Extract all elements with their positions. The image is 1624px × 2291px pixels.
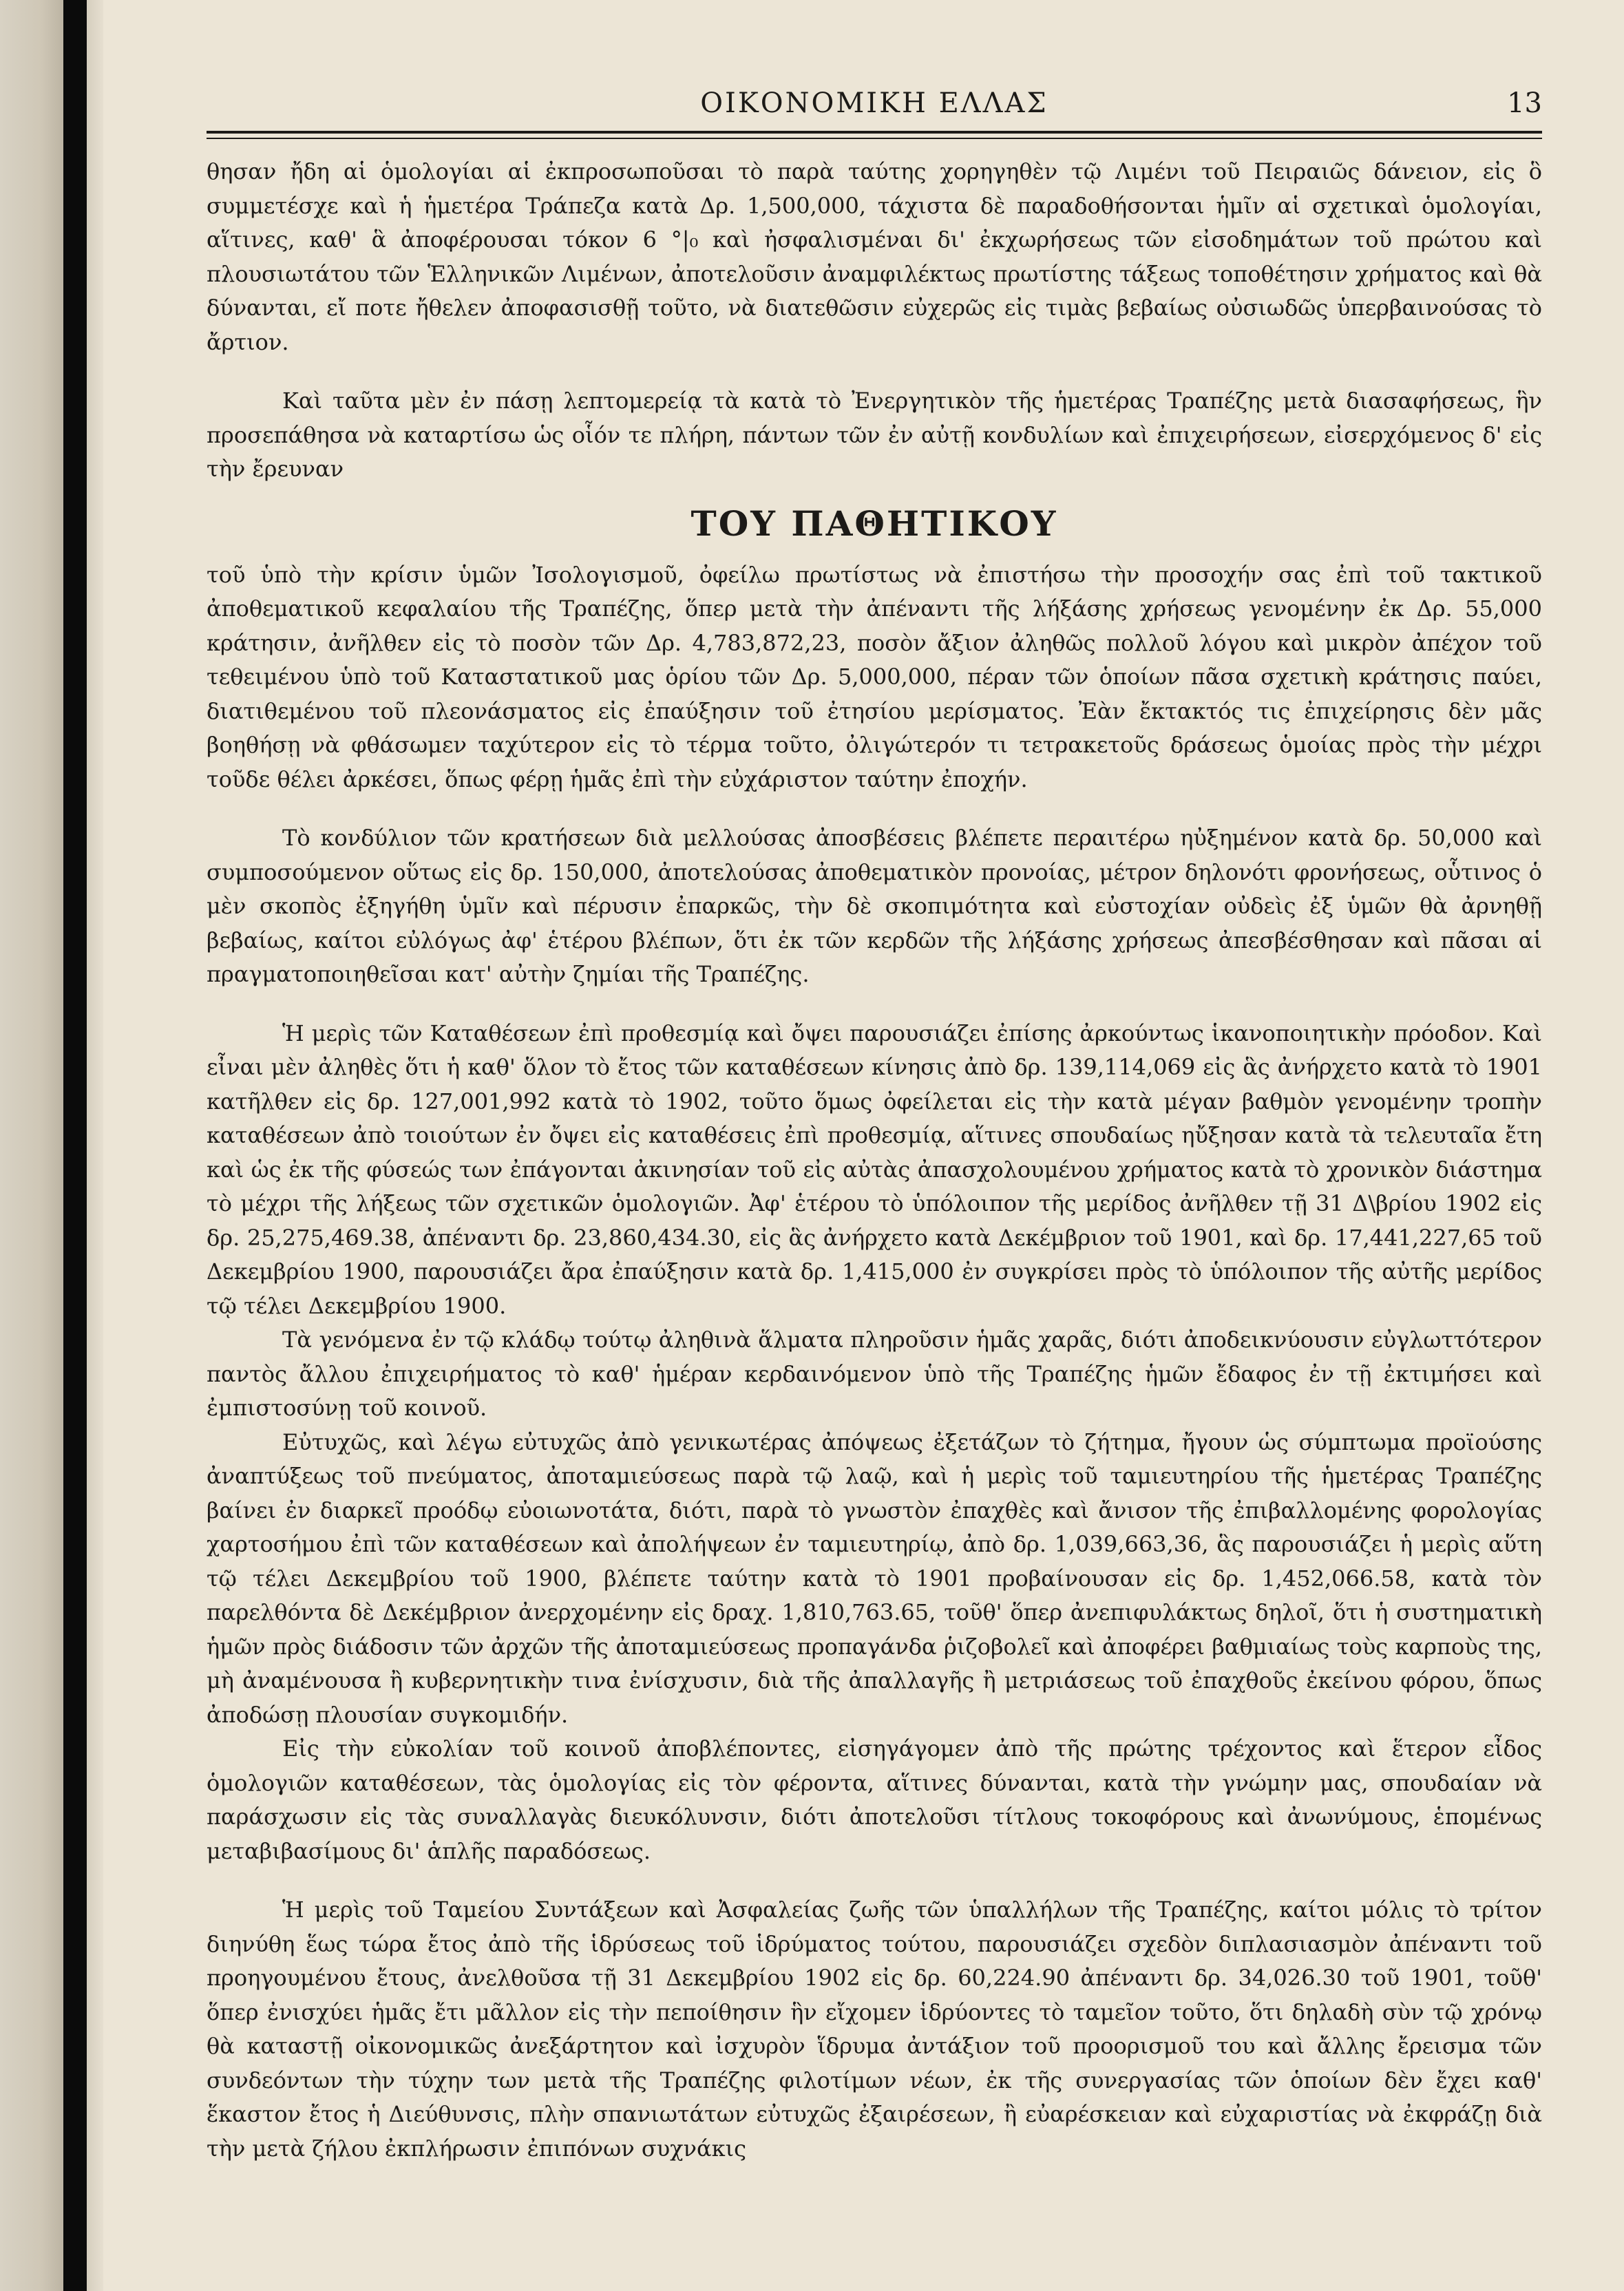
paragraph-4: Τὸ κονδύλιον τῶν κρατήσεων διὰ μελλούσας ἀποσβέσεις βλέπετε περαιτέρω ηὐξημένον κατὰ δρ. 50,000 καὶ συμποσούμενον οὕτως εἰς δρ. 150,000, ἀποτελούσας ἀποθεματικὸν προνοίας, μέτρον δηλονότι φρονήσεως, οὗτινος ὁ μὲν σκοπὸς ἐξηγήθη ὑμῖν καὶ πέρυσιν ἐπαρκῶς, τὴν δὲ σκοπιμότητα καὶ εὐστοχίαν οὐδεὶς ἐξ ὑμῶν θὰ ἀρνηθῇ βεβαίως, καίτοι εὐλόγως ἀφ' ἑτέρου βλέπων, ὅτι ἐκ τῶν κερδῶν τῆς λήξάσης χρήσεως ἀπεσβέσθησαν καὶ πᾶσαι αἱ πραγματοποιηθεῖσαι κατ' αὐτὴν ζημίαι τῆς Τραπέζης. [207,825,1542,987]
binding-shadow [63,0,87,2291]
header-rule-thin [207,138,1542,139]
section-heading: ΤΟΥ ΠΑΘΗΤΙΚΟΥ [690,503,1058,544]
paragraph-6: Τὰ γενόμενα ἐν τῷ κλάδῳ τούτῳ ἀληθινὰ ἅλματα πληροῦσιν ἡμᾶς χαρᾶς, διότι ἀποδεικνύουσιν εὐγλωττότερον παντὸς ἄλλου ἐπιχειρήματος τὸ καθ' ἡμέραν κερδαινόμενον ὑπὸ τῆς Τραπέζης ἡμῶν ἔδαφος ἐν τῇ ἐκτιμήσει καὶ ἐμπιστοσύνῃ τοῦ κοινοῦ. [207,1327,1542,1421]
document-page [207,0,1542,2291]
paragraph-5: Ἡ μερὶς τῶν Καταθέσεων ἐπὶ προθεσμίᾳ καὶ ὄψει παρουσιάζει ἐπίσης ἀρκούντως ἱκανοποιητικὴν πρόοδον. Καὶ εἶναι μὲν ἀληθὲς ὅτι ἡ καθ' ὅλον τὸ ἔτος τῶν καταθέσεων κίνησις ἀπὸ δρ. 139,114,069 εἰς ἃς ἀνήρχετο κατὰ τὸ 1901 κατῆλθεν εἰς δρ. 127,001,992 κατὰ τὸ 1902, τοῦτο ὅμως ὀφείλεται εἰς τὴν κατὰ μέγαν βαθμὸν γενομένην τροπὴν καταθέσεων ἀπὸ τοιούτων ἐν ὄψει εἰς καταθέσεις ἐπὶ προθεσμίᾳ, αἵτινες σπουδαίως ηὔξησαν κατὰ τὰ τελευταῖα ἔτη καὶ ὡς ἐκ τῆς φύσεώς των ἐπάγονται ἀκινησίαν τοῦ εἰς αὐτὰς ἀπασχολουμένου χρήματος κατὰ τὸ χρονικὸν διάστημα τὸ μέχρι τῆς λήξεως τῶν σχετικῶν ὁμολογιῶν. Ἀφ' ἑτέρου τὸ ὑπόλοιπον τῆς μερίδος ἀνῆλθεν τῇ 31 Δ\βρίου 1902 εἰς δρ. 25,275,469.38, ἀπέναντι δρ. 23,860,434.30, εἰς ἃς ἀνήρχετο κατὰ Δεκέμβριον τοῦ 1901, καὶ δρ. 17,441,227,65 τοῦ Δεκεμβρίου 1900, παρουσιάζει ἄρα ἐπαύξησιν κατὰ δρ. 1,415,000 ἐν συγκρίσει πρὸς τὸ ὑπόλοιπον τῆς αὐτῆς μερίδος τῷ τέλει Δεκεμβρίου 1900. [207,1020,1542,1319]
paragraph-1: θησαν ἤδη αἱ ὁμολογίαι αἱ ἐκπροσωποῦσαι τὸ παρὰ ταύτης χορηγηθὲν τῷ Λιμένι τοῦ Πειραιῶς δάνειον, εἰς ὃ συμμετέσχε καὶ ἡ ἡμετέρα Τράπεζα κατὰ Δρ. 1,500,000, τάχιστα δὲ παραδοθήσονται ἡμῖν αἱ σχετικαὶ ὁμολογίαι, αἵτινες, καθ' ἃ ἀποφέρουσαι τόκον 6 °|₀ καὶ ἠσφαλισμέναι δι' ἐκχωρήσεως τῶν εἰσοδημάτων τοῦ πρώτου καὶ πλουσιωτάτου τῶν Ἑλληνικῶν Λιμένων, ἀποτελοῦσιν ἀναμφιλέκτως πρωτίστης τάξεως τοποθέτησιν χρήματος καὶ θὰ δύνανται, εἴ ποτε ἤθελεν ἀποφασισθῇ τοῦτο, νὰ διατεθῶσιν εὐχερῶς εἰς τιμὰς βεβαίως οὐσιωδῶς ὑπερβαινούσας τὸ ἄρτιον. [207,158,1542,355]
paragraph-7: Εὐτυχῶς, καὶ λέγω εὐτυχῶς ἀπὸ γενικωτέρας ἀπόψεως ἐξετάζων τὸ ζήτημα, ἤγουν ὡς σύμπτωμα προϊούσης ἀναπτύξεως τοῦ πνεύματος, ἀποταμιεύσεως παρὰ τῷ λαῷ, καὶ ἡ μερὶς τοῦ ταμιευτηρίου τῆς ἡμετέρας Τραπέζης βαίνει ἐν διαρκεῖ προόδῳ εὐοιωνοτάτα, διότι, παρὰ τὸ γνωστὸν ἐπαχθὲς καὶ ἄνισον τῆς ἐπιβαλλομένης φορολογίας χαρτοσήμου ἐπὶ τῶν καταθέσεων καὶ ἀπολήψεων ἐν ταμιευτηρίῳ, ἀπὸ δρ. 1,039,663,36, ἃς παρουσιάζει ἡ μερὶς αὕτη τῷ τέλει Δεκεμβρίου τοῦ 1900, βλέπετε ταύτην κατὰ τὸ 1901 προβαίνουσαν εἰς δρ. 1,452,066.58, κατὰ τὸν παρελθόντα δὲ Δεκέμβριον ἀνερχομένην εἰς δραχ. 1,810,763.65, τοῦθ' ὅπερ ἀνεπιφυλάκτως δηλοῖ, ὅτι ἡ συστηματικὴ ἡμῶν πρὸς διάδοσιν τῶν ἀρχῶν τῆς ἀποταμιεύσεως προπαγάνδα ῥιζοβολεῖ καὶ ἀποφέρει βαθμιαίως τοὺς καρποὺς της, μὴ ἀναμένουσα ἢ κυβερνητικὴν τινα ἐνίσχυσιν, διὰ τῆς ἀπαλλαγῆς ἢ μετριάσεως τοῦ ἐπαχθοῦς ἐκείνου φόρου, ὅπως ἀποδώσῃ πλουσίαν συγκομιδήν. [207,1428,1542,1728]
article-body [207,155,1542,2166]
page-number: 13 [1507,87,1542,119]
paragraph-8: Εἰς τὴν εὐκολίαν τοῦ κοινοῦ ἀποβλέποντες, εἰσηγάγομεν ἀπὸ τῆς πρώτης τρέχοντος καὶ ἕτερον εἶδος ὁμολογιῶν καταθέσεων, τὰς ὁμολογίας εἰς τὸν φέροντα, αἵτινες δύνανται, κατὰ τὴν γνώμην μας, σπουδαίαν νὰ παράσχωσιν εἰς τὰς συναλλαγὰς διευκόλυνσιν, διότι ἀποτελοῦσι τίτλους τοκοφόρους καὶ ἀνωνύμους, ἑπομένως μεταβιβασίμους δι' ἁπλῆς παραδόσεως. [207,1735,1542,1864]
running-header [207,83,1542,124]
header-rule-thick [207,131,1542,134]
journal-title: ΟΙΚΟΝΟΜΙΚΗ ΕΛΛΑΣ [700,87,1048,119]
paragraph-3: τοῦ ὑπὸ τὴν κρίσιν ὑμῶν Ἰσολογισμοῦ, ὀφείλω πρωτίστως νὰ ἐπιστήσω τὴν προσοχήν σας ἐπὶ τοῦ τακτικοῦ ἀποθεματικοῦ κεφαλαίου τῆς Τραπέζης, ὅπερ μετὰ τὴν ἀπέναντι τῆς λήξάσης χρήσεως γενομένην ἐκ Δρ. 55,000 κράτησιν, ἀνῆλθεν εἰς τὸ ποσὸν τῶν Δρ. 4,783,872,23, ποσὸν ἄξιον ἀληθῶς πολλοῦ λόγου καὶ μικρὸν ἀπέχον τοῦ τεθειμένου ὑπὸ τοῦ Καταστατικοῦ μας ὁρίου τῶν Δρ. 5,000,000, πέραν τῶν ὁποίων πᾶσα σχετικὴ κράτησις παύει, διατιθεμένου τοῦ πλεονάσματος εἰς ἐπαύξησιν τοῦ ἐτησίου μερίσματος. Ἐὰν ἔκτακτός τις ἐπιχείρησις δὲν μᾶς βοηθήσῃ νὰ φθάσωμεν ταχύτερον εἰς τὸ τέρμα τοῦτο, ὀλιγώτερόν τι τετρακετοῦς δράσεως ὁμοίας πρὸς τὴν μέχρι τοῦδε θέλει ἀρκέσει, ὅπως φέρῃ ἡμᾶς ἐπὶ τὴν εὐχάριστον ταύτην ἐποχήν. [207,561,1542,792]
paragraph-2: Καὶ ταῦτα μὲν ἐν πάσῃ λεπτομερείᾳ τὰ κατὰ τὸ Ἐνεργητικὸν τῆς ἡμετέρας Τραπέζης μετὰ διασαφήσεως, ἣν προσεπάθησα νὰ καταρτίσω ὡς οἷόν τε πλήρη, πάντων τῶν ἐν αὐτῇ κονδυλίων καὶ ἐπιχειρήσεων, εἰσερχόμενος δ' εἰς τὴν ἔρευναν [207,388,1542,482]
paragraph-9: Ἡ μερὶς τοῦ Ταμείου Συντάξεων καὶ Ἀσφαλείας ζωῆς τῶν ὑπαλλήλων τῆς Τραπέζης, καίτοι μόλις τὸ τρίτον διηνύθη ἕως τώρα ἔτος ἀπὸ τῆς ἱδρύσεως τοῦ ἱδρύματος τούτου, παρουσιάζει σχεδὸν διπλασιασμὸν ἀπέναντι τοῦ προηγουμένου ἔτους, ἀνελθοῦσα τῇ 31 Δεκεμβρίου 1902 εἰς δρ. 60,224.90 ἀπέναντι δρ. 34,026.30 τοῦ 1901, τοῦθ' ὅπερ ἐνισχύει ἡμᾶς ἔτι μᾶλλον εἰς τὴν πεποίθησιν ἣν εἴχομεν ἱδρύοντες τὸ ταμεῖον τοῦτο, ὅτι δηλαδὴ σὺν τῷ χρόνῳ θὰ καταστῇ οἰκονομικῶς ἀνεξάρτητον καὶ ἰσχυρὸν ἵδρυμα ἀντάξιον τοῦ προορισμοῦ του καὶ ἄλλης ἔρεισμα τῶν συνδεόντων τὴν τύχην των μετὰ τῆς Τραπέζης φιλοτίμων νέων, ἐκ τῆς συνεργασίας τῶν ὁποίων δὲν ἔχει καθ' ἕκαστον ἔτος ἡ Διεύθυνσις, πλὴν σπανιωτάτων εὐτυχῶς ἐξαιρέσεων, ἢ εὐαρέσκειαν καὶ εὐχαριστίας νὰ ἐκφράζῃ διὰ τὴν μετὰ ζήλου ἐκπλήρωσιν ἐπιπόνων συχνάκις [207,1897,1542,2162]
book-binding-edge [0,0,103,2291]
